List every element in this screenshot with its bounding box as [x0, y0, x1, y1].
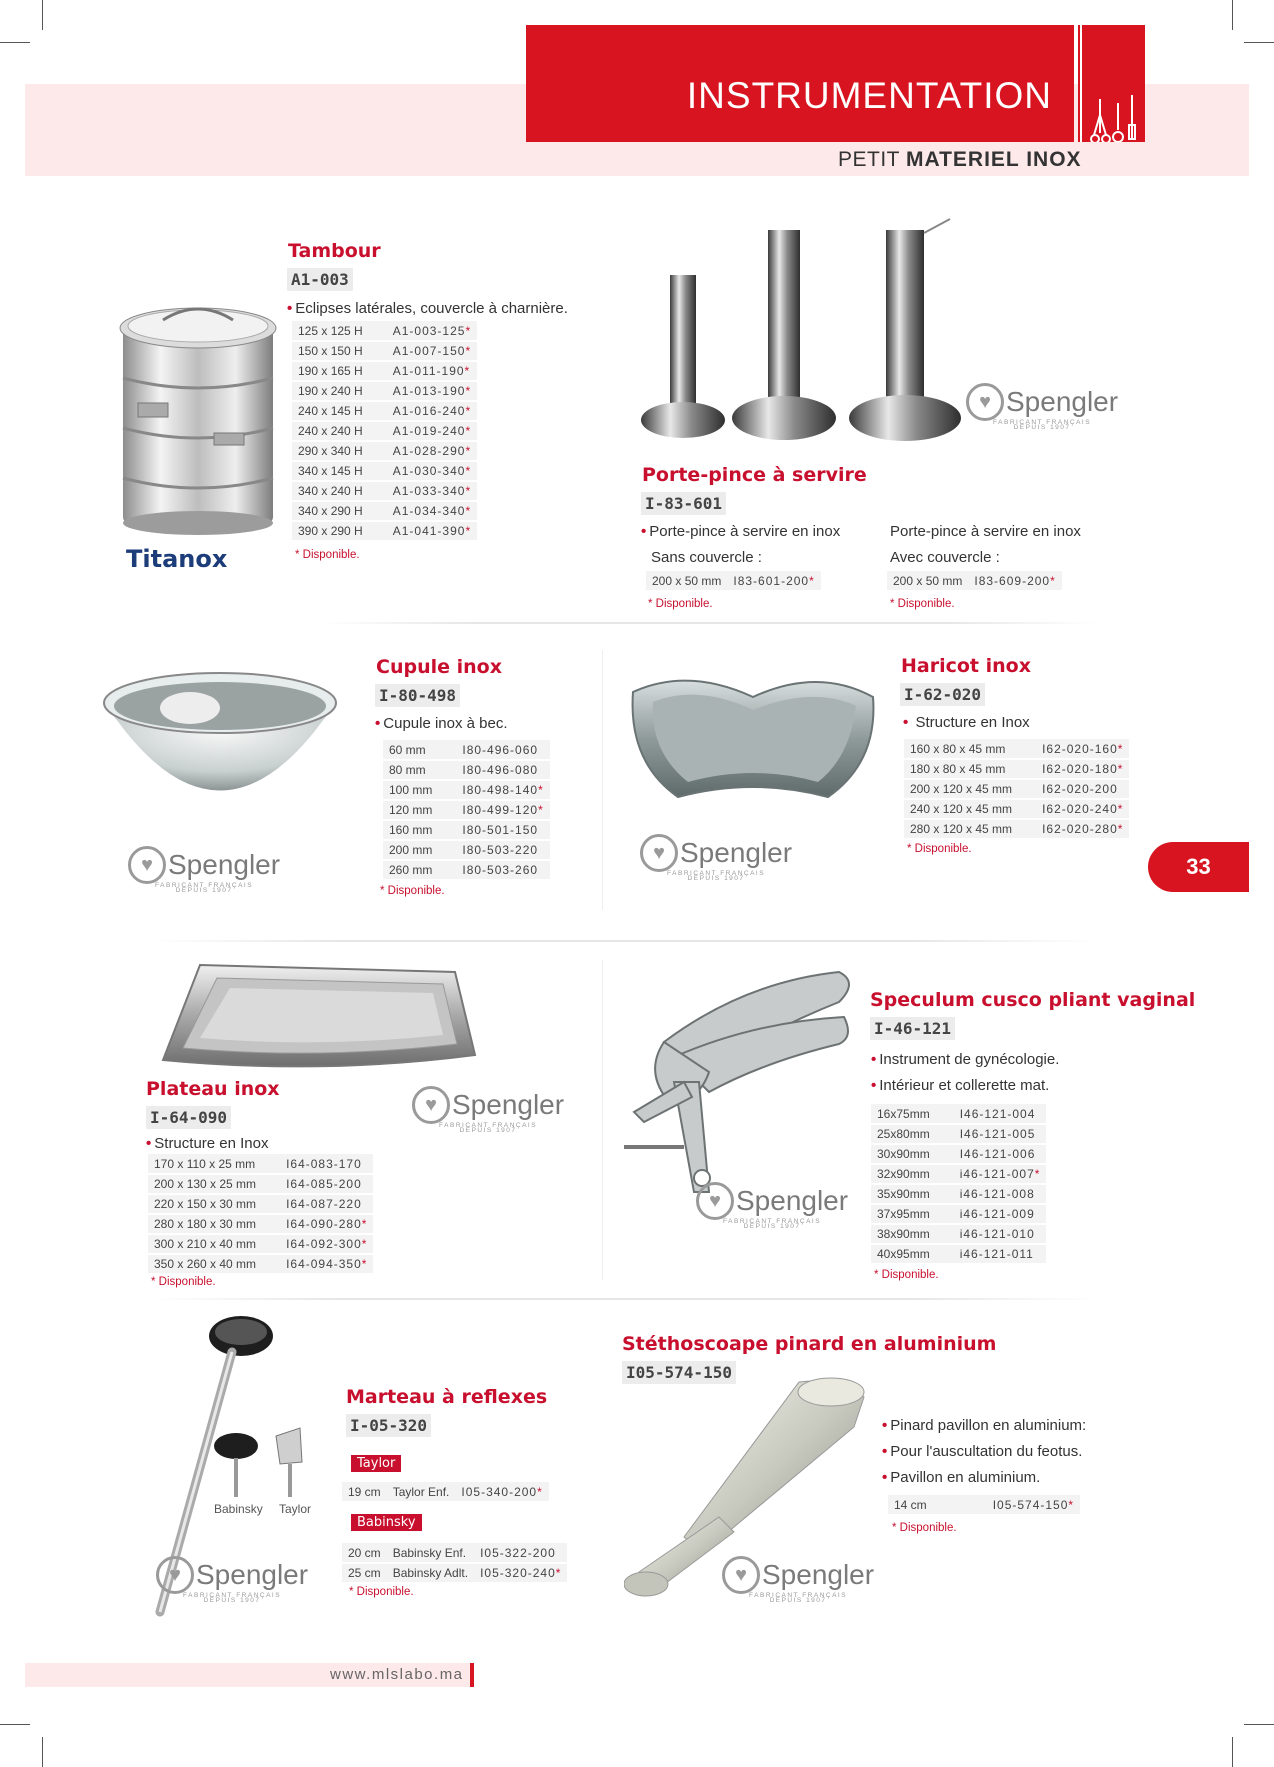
- plateau-image: [155, 960, 485, 1080]
- table-row: 25x80mm I46-121-005: [871, 1124, 1046, 1144]
- plateau-code: I-64-090: [146, 1106, 231, 1129]
- porte-pince-spec-1: 200 x 50 mm I83-601-200*: [646, 571, 821, 592]
- table-row: 350 x 260 x 40 mm I64-094-350*: [148, 1254, 373, 1274]
- cupule-spec-table: [383, 740, 550, 881]
- table-row: 190 x 240 H A1-013-190*: [292, 381, 477, 401]
- page-number: 33: [1148, 842, 1249, 892]
- divider: [602, 960, 603, 1280]
- table-row: 200 mm I80-503-220: [383, 840, 550, 860]
- crop-mark: [0, 42, 30, 43]
- table-row: 280 x 120 x 45 mm I62-020-280*: [904, 819, 1129, 839]
- speculum-bullet-1: • Instrument de gynécologie.: [871, 1051, 1060, 1068]
- table-row: 100 mm I80-498-140*: [383, 780, 550, 800]
- spengler-logo: ♥ Spengler FABRICANT FRANÇAIS DEPUIS 1907: [696, 1182, 848, 1230]
- tag-babinsky: Babinsky: [351, 1514, 422, 1531]
- stethoscope-bullet-2: • Pour l'auscultation du feotus.: [882, 1443, 1083, 1460]
- plateau-title: Plateau inox: [146, 1078, 280, 1100]
- crop-mark: [1244, 1724, 1274, 1725]
- spengler-logo: ♥ Spengler FABRICANT FRANÇAIS DEPUIS 1907: [966, 383, 1118, 431]
- stethoscope-bullet-3: • Pavillon en aluminium.: [882, 1469, 1041, 1486]
- table-row: 390 x 290 H A1-041-390*: [292, 521, 477, 541]
- table-row: 38x90mm i46-121-010: [871, 1224, 1046, 1244]
- crop-mark: [1232, 0, 1233, 30]
- table-row: 30x90mm I46-121-006: [871, 1144, 1046, 1164]
- divider: [150, 940, 1100, 942]
- marteau-taylor-table: 19 cm Taylor Enf. I05-340-200*: [342, 1482, 549, 1503]
- haricot-code: I-62-020: [900, 683, 985, 706]
- speculum-bullet-2: • Intérieur et collerette mat.: [871, 1077, 1050, 1094]
- table-row: 180 x 80 x 45 mm I62-020-180*: [904, 759, 1129, 779]
- heart-icon: ♥: [696, 1182, 734, 1220]
- porte-pince-disponible-2: * Disponible.: [890, 598, 955, 610]
- porte-pince-sub-1: Sans couvercle :: [651, 549, 762, 566]
- tambour-disponible: * Disponible.: [295, 549, 360, 561]
- page-subtitle: PETIT MATERIEL INOX: [838, 148, 1082, 171]
- tag-taylor: Taylor: [351, 1455, 401, 1472]
- spengler-logo: ♥ Spengler FABRICANT FRANÇAIS DEPUIS 1907: [722, 1556, 874, 1604]
- spengler-logo: ♥ Spengler FABRICANT FRANÇAIS DEPUIS 1907: [412, 1086, 564, 1134]
- babinsky-label: Babinsky: [214, 1502, 263, 1516]
- haricot-spec-table: [904, 739, 1129, 840]
- table-row: 160 x 80 x 45 mm I62-020-160*: [904, 739, 1129, 759]
- haricot-title: Haricot inox: [901, 655, 1031, 677]
- table-row: 190 x 165 H A1-011-190*: [292, 361, 477, 381]
- tambour-title: Tambour: [288, 240, 381, 262]
- heart-icon: ♥: [966, 383, 1004, 421]
- cupule-disponible: * Disponible.: [380, 885, 445, 897]
- stethoscope-title: Stéthoscoape pinard en aluminium: [622, 1333, 997, 1355]
- crop-mark: [1232, 1737, 1233, 1767]
- divider: [320, 622, 1100, 624]
- plateau-disponible: * Disponible.: [151, 1276, 216, 1288]
- marteau-babinsky-table: 20 cm Babinsky Enf. I05-322-200 25 cm Babinsky Adlt. I05-320-240*: [342, 1543, 567, 1584]
- table-row: 280 x 180 x 30 mm I64-090-280*: [148, 1214, 373, 1234]
- table-row: 16x75mm I46-121-004: [871, 1104, 1046, 1124]
- section-banner: [526, 25, 1074, 142]
- table-row: 240 x 240 H A1-019-240*: [292, 421, 477, 441]
- taylor-label: Taylor: [279, 1502, 312, 1516]
- crop-mark: [1244, 42, 1274, 43]
- table-row: 340 x 145 H A1-030-340*: [292, 461, 477, 481]
- table-row: 170 x 110 x 25 mm I64-083-170: [148, 1154, 373, 1174]
- heart-icon: ♥: [640, 834, 678, 872]
- cupule-title: Cupule inox: [376, 656, 502, 678]
- table-row: 220 x 150 x 30 mm I64-087-220: [148, 1194, 373, 1214]
- speculum-disponible: * Disponible.: [874, 1269, 939, 1281]
- porte-pince-spec-2: 200 x 50 mm I83-609-200*: [887, 571, 1062, 592]
- surgical-instruments-icon: [1078, 25, 1145, 142]
- heart-icon: ♥: [412, 1086, 450, 1124]
- marteau-code: I-05-320: [346, 1414, 431, 1437]
- table-row: 60 mm I80-496-060: [383, 740, 550, 760]
- crop-mark: [42, 0, 43, 30]
- tambour-code: A1-003: [287, 268, 353, 291]
- haricot-image: [628, 672, 878, 817]
- stethoscope-disponible: * Disponible.: [892, 1522, 957, 1534]
- table-row: 125 x 125 H A1-003-125*: [292, 321, 477, 341]
- marteau-title: Marteau à reflexes: [346, 1386, 548, 1408]
- stethoscope-spec-table: 14 cm I05-574-150*: [888, 1495, 1080, 1516]
- heart-icon: ♥: [128, 846, 166, 884]
- haricot-disponible: * Disponible.: [907, 843, 972, 855]
- table-row: 200 x 120 x 45 mm I62-020-200: [904, 779, 1129, 799]
- porte-pince-disponible-1: * Disponible.: [648, 598, 713, 610]
- speculum-spec-table: [871, 1104, 1046, 1265]
- divider: [602, 650, 603, 910]
- table-row: 150 x 150 H A1-007-150*: [292, 341, 477, 361]
- speculum-title: Speculum cusco pliant vaginal: [870, 989, 1196, 1011]
- table-row: 300 x 210 x 40 mm I64-092-300*: [148, 1234, 373, 1254]
- table-row: 260 mm I80-503-260: [383, 860, 550, 880]
- table-row: 240 x 120 x 45 mm I62-020-240*: [904, 799, 1129, 819]
- cupule-image: [100, 668, 340, 833]
- speculum-code: I-46-121: [870, 1017, 955, 1040]
- table-row: 120 mm I80-499-120*: [383, 800, 550, 820]
- haricot-bullet: • Structure en Inox: [903, 714, 1030, 731]
- stethoscope-code: I05-574-150: [622, 1361, 736, 1384]
- tambour-spec-table: [292, 321, 477, 542]
- table-row: 340 x 290 H A1-034-340*: [292, 501, 477, 521]
- porte-pince-bullet-1: • Porte-pince à servire en inox: [641, 523, 841, 540]
- divider: [150, 1298, 1100, 1300]
- table-row: 240 x 145 H A1-016-240*: [292, 401, 477, 421]
- table-row: 37x95mm i46-121-009: [871, 1204, 1046, 1224]
- table-row: 290 x 340 H A1-028-290*: [292, 441, 477, 461]
- porte-pince-sub-2: Avec couvercle :: [890, 549, 1000, 566]
- plateau-bullet: • Structure en Inox: [146, 1135, 269, 1152]
- table-row: 340 x 240 H A1-033-340*: [292, 481, 477, 501]
- stethoscope-bullet-1: • Pinard pavillon en aluminium:: [882, 1417, 1087, 1434]
- footer-accent: [470, 1663, 474, 1687]
- porte-pince-line-2: Porte-pince à servire en inox: [890, 523, 1081, 540]
- porte-pince-image: [638, 215, 968, 460]
- spengler-logo: ♥ Spengler FABRICANT FRANÇAIS DEPUIS 1907: [156, 1556, 308, 1604]
- tambour-bullet: • Eclipses latérales, couvercle à charnière.: [287, 300, 568, 317]
- section-title: INSTRUMENTATION: [686, 75, 1052, 116]
- footer-url[interactable]: www.mlslabo.ma: [330, 1666, 464, 1683]
- table-row: 32x90mm i46-121-007*: [871, 1164, 1046, 1184]
- cupule-code: I-80-498: [375, 684, 460, 707]
- table-row: 40x95mm i46-121-011: [871, 1244, 1046, 1264]
- porte-pince-code: I-83-601: [641, 492, 726, 515]
- table-row: 160 mm I80-501-150: [383, 820, 550, 840]
- table-row: 35x90mm i46-121-008: [871, 1184, 1046, 1204]
- porte-pince-title: Porte-pince à servire: [642, 464, 867, 486]
- table-row: 200 x 130 x 25 mm I64-085-200: [148, 1174, 373, 1194]
- table-row: 80 mm I80-496-080: [383, 760, 550, 780]
- crop-mark: [0, 1724, 30, 1725]
- spengler-logo: ♥ Spengler FABRICANT FRANÇAIS DEPUIS 1907: [128, 846, 280, 894]
- tambour-image: [118, 298, 278, 543]
- marteau-disponible: * Disponible.: [349, 1586, 414, 1598]
- cupule-bullet: • Cupule inox à bec.: [375, 715, 508, 732]
- heart-icon: ♥: [722, 1556, 760, 1594]
- plateau-spec-table: [148, 1154, 373, 1275]
- crop-mark: [42, 1737, 43, 1767]
- spengler-logo: ♥ Spengler FABRICANT FRANÇAIS DEPUIS 1907: [640, 834, 792, 882]
- titanox-logo: Titanox: [126, 545, 228, 573]
- heart-icon: ♥: [156, 1556, 194, 1594]
- speculum-image: [624, 962, 864, 1207]
